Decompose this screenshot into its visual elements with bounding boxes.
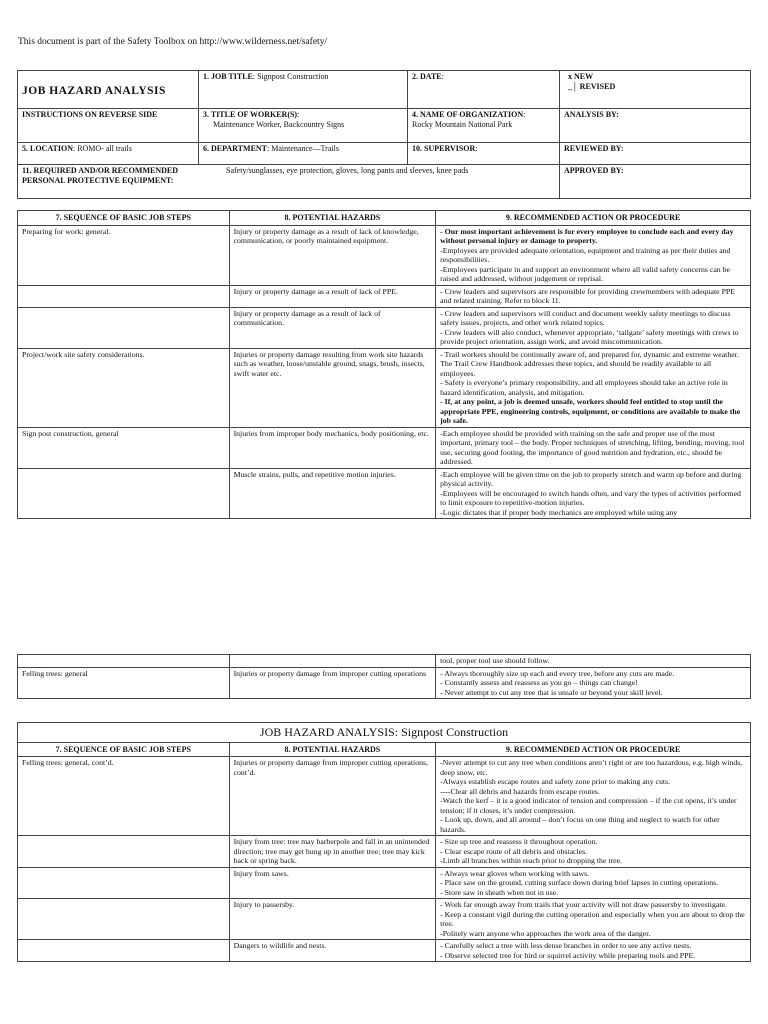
col-header-actions-2: 9. RECOMMENDED ACTION OR PROCEDURE [436,742,751,757]
source-note: This document is part of the Safety Toolbox on http://www.wilderness.net/safety/ [18,37,328,47]
action-item: -Employees will be encouraged to switch hands often, and vary the types of activities performed to limit exposure to repetitive-motion injuries. [440,488,741,508]
action-item: - Constantly assess and reassess as you go – things can change! [440,678,638,687]
action-item: - Crew leaders and supervisors will conduct and document weekly safety meetings to discuss safety issues, projects, and other work related topics. [440,308,731,328]
job-steps-table-page1 [17,210,751,519]
hazard-cell: Injuries from improper body mechanics, body positioning, etc. [229,427,436,468]
job-step-cell: Preparing for work: general. [18,225,230,285]
action-item: - Always wear gloves when working with saws. [440,868,590,878]
jha-band-title: JOB HAZARD ANALYSIS: Signpost Construction [18,723,751,743]
col-header-steps: 7. SEQUENCE OF BASIC JOB STEPS [18,211,230,226]
job-steps-table-page2b [17,722,751,962]
hazard-cell: Injuries or property damage from improper cutting operations [229,667,436,699]
jha-header-table [17,70,751,199]
hazard-cell: Injury to passersby. [229,899,436,940]
action-item: - Look up, down, and all around – don’t focus on one thing and neglect to watch for other hazards. [440,815,720,834]
job-step-cell [18,899,230,940]
col-header-actions: 9. RECOMMENDED ACTION OR PROCEDURE [436,211,751,226]
action-item: -Limb all branches within reach prior to dropping the tree. [440,856,622,866]
action-item: - Keep a constant vigil during the cutting operation and especially when you are about to drop the tree. [440,909,745,929]
action-cell [436,757,751,836]
table-row [18,655,751,668]
supervisor-cell: 10. SUPERVISOR: [408,143,560,165]
organization-cell: 4. NAME OF ORGANIZATION: Rocky Mountain National Park [408,109,560,143]
job-step-cell: Felling trees: general [18,667,230,699]
action-cell [436,836,751,868]
reviewed-by-cell: REVIEWED BY: [560,143,751,165]
table-row [18,427,751,468]
job-steps-table-page2 [17,654,751,699]
col-header-hazards-2: 8. POTENTIAL HAZARDS [229,742,436,757]
action-item: -Always establish escape routes and safety zone prior to making any cuts. [440,777,671,787]
hazard-cell: Muscle strains, pulls, and repetitive motion injuries. [229,468,436,519]
ppe-cell [18,165,560,199]
action-item: - Safety is everyone’s primary responsibility, and all employees should take an active role in hazard identification, analysis, and mitigation. [440,378,728,397]
new-checkbox-label: x NEW [568,72,594,81]
job-step-cell [18,940,230,962]
job-step-cell [18,307,230,348]
action-item: - Never attempt to cut any tree that is unsafe or beyond your skill level. [440,687,663,697]
action-cell [436,667,751,699]
location-cell: 5. LOCATION: ROMO- all trails [18,143,199,165]
action-item: - Clear escape route of all debris and obstacles. [440,846,588,856]
action-cell [436,225,751,285]
action-item: - Store saw in sheath when not in use. [440,887,559,897]
action-item: -Watch the kerf – it is a good indicator of tension and compression – if the cut opens, it’s under tension; if it closes, it’s under compression. [440,796,737,815]
action-cell [436,655,751,668]
page1-rows [18,225,751,519]
approved-by-cell: APPROVED BY: [560,165,751,199]
action-cell [436,307,751,348]
worker-title-cell: 3. TITLE OF WORKER(S): Maintenance Worker, Backcountry Signs [199,109,408,143]
action-item: -Logic dictates that if proper body mechanics are employed while using any [440,507,678,517]
table-row [18,225,751,285]
col-header-steps-2: 7. SEQUENCE OF BASIC JOB STEPS [18,742,230,757]
job-step-cell: Sign post construction, general [18,427,230,468]
action-cell [436,867,751,899]
col-header-hazards: 8. POTENTIAL HAZARDS [229,211,436,226]
hazard-cell: Injuries or property damage from improper cutting operations, cont’d. [229,757,436,836]
action-item: - Our most important achievement is for every employee to conclude each and every day without personal injury or damage to property. [440,226,734,246]
table-row [18,348,751,427]
page2b-rows [18,757,751,962]
job-step-cell [18,655,230,668]
job-step-cell [18,285,230,307]
action-item: -Employees participate in and support an environment where all valid safety concerns can be raised and addressed, without judgement or reprisal. [440,264,731,284]
action-item: -Employees are provided adequate orientation, equipment and training as per their duties and responsibilities. [440,245,731,265]
hazard-cell: Injury from tree: tree may barberpole and fall in an unintended direction; tree may get hung up in another tree; tree may kick back or spring back. [229,836,436,868]
table-row [18,899,751,940]
table-row [18,867,751,899]
action-item: - Place saw on the ground, cutting surface down during brief lapses in cutting operations. [440,878,719,888]
job-step-cell: Project/work site safety considerations. [18,348,230,427]
instructions-note: INSTRUCTIONS ON REVERSE SIDE [18,109,199,143]
date-cell: 2. DATE: [408,71,560,109]
hazard-cell: Dangers to wildlife and nests. [229,940,436,962]
action-item: - Crew leaders will also conduct, whenever appropriate, ‘tailgate’ safety meetings with crews to provide project orientation, assign work, and avoid miscommunication. [440,327,739,347]
table-row [18,667,751,699]
department-cell: 6. DEPARTMENT: Maintenance—Trails [199,143,408,165]
hazard-cell: Injury or property damage as a result of lack of knowledge, communication, or poorly maintained equipment. [229,225,436,285]
new-revised-cell [560,71,751,109]
table-row [18,468,751,519]
hazard-cell: Injury or property damage as a result of lack of PPE. [229,285,436,307]
action-item: -Never attempt to cut any tree when conditions aren’t right or are too hazardous, e.g. high winds, deep snow, etc. [440,758,743,777]
hazard-cell: Injury from saws. [229,867,436,899]
table-row [18,836,751,868]
hazard-cell: Injury or property damage as a result of lack of communication. [229,307,436,348]
action-item: -Politely warn anyone who approaches the work area of the danger. [440,928,651,938]
action-cell [436,427,751,468]
action-item: - Carefully select a tree with less dense branches in order to see any active nests. [440,941,692,951]
action-cell [436,348,751,427]
action-item: -Each employee should be provided with training on the safe and proper use of the most important, primary tool – the body. Proper techniques of stretching, lifting, bending, moving, tool use, securing good footing, the importance of good nutrition and hydration, etc., should be addressed. [440,428,745,467]
table-row [18,940,751,962]
action-item: - Trail workers should be continually aware of, and prepared for, dynamic and extreme weather. The Trail Crew Handbook addresses these topics, and should be readily available to all employees. [440,349,739,378]
job-step-cell [18,468,230,519]
action-cell [436,468,751,519]
hazard-cell [229,655,436,668]
table-row [18,757,751,836]
hazard-cell: Injuries or property damage resulting from work site hazards such as weather, loose/unstable ground, snags, brush, insects, swift water etc. [229,348,436,427]
action-item: - Size up tree and reassess it throughout operation. [440,837,598,847]
action-item: - Observe selected tree for bird or squirrel activity while preparing tools and PPE. [440,950,696,960]
action-cell [436,940,751,962]
action-item: - If, at any point, a job is deemed unsafe, workers should feel entitled to stop until the appropriate PPE, engineering controls, equipment, or conditions are available to make the job safe. [440,397,741,426]
page2-rows [18,655,751,699]
action-item: - Crew leaders and supervisors are responsible for providing crewmembers with adequate PPE and related training. Refer to block 11. [440,286,736,306]
action-cell [436,285,751,307]
action-item: -Each employee will be given time on the job to properly stretch and warm up before and during physical activity. [440,469,742,489]
action-item: tool, proper tool use should follow. [440,656,550,665]
revised-checkbox-label: _│ REVISED [568,81,616,91]
action-item: ----Clear all debris and hazards from escape routes. [440,786,600,796]
jha-title: JOB HAZARD ANALYSIS [18,71,199,109]
job-step-cell [18,836,230,868]
action-item: - Always thoroughly size up each and every tree, before any cuts are made. [440,668,675,678]
analysis-by-cell: ANALYSIS BY: [560,109,751,143]
ppe-label: 11. REQUIRED AND/OR RECOMMENDED PERSONAL PROTECTIVE EQUIPMENT: [22,166,179,185]
table-row [18,307,751,348]
table-row [18,285,751,307]
action-item: - Work far enough away from trails that your activity will not draw passersby to investigate. [440,900,727,910]
ppe-value: Safety/sunglasses, eye protection, gloves, long pants and sleeves, knee pads [226,166,469,175]
job-step-cell [18,867,230,899]
action-cell [436,899,751,940]
job-step-cell: Felling trees: general, cont’d. [18,757,230,836]
job-title-cell: 1. JOB TITLE: Signpost Construction [199,71,408,109]
